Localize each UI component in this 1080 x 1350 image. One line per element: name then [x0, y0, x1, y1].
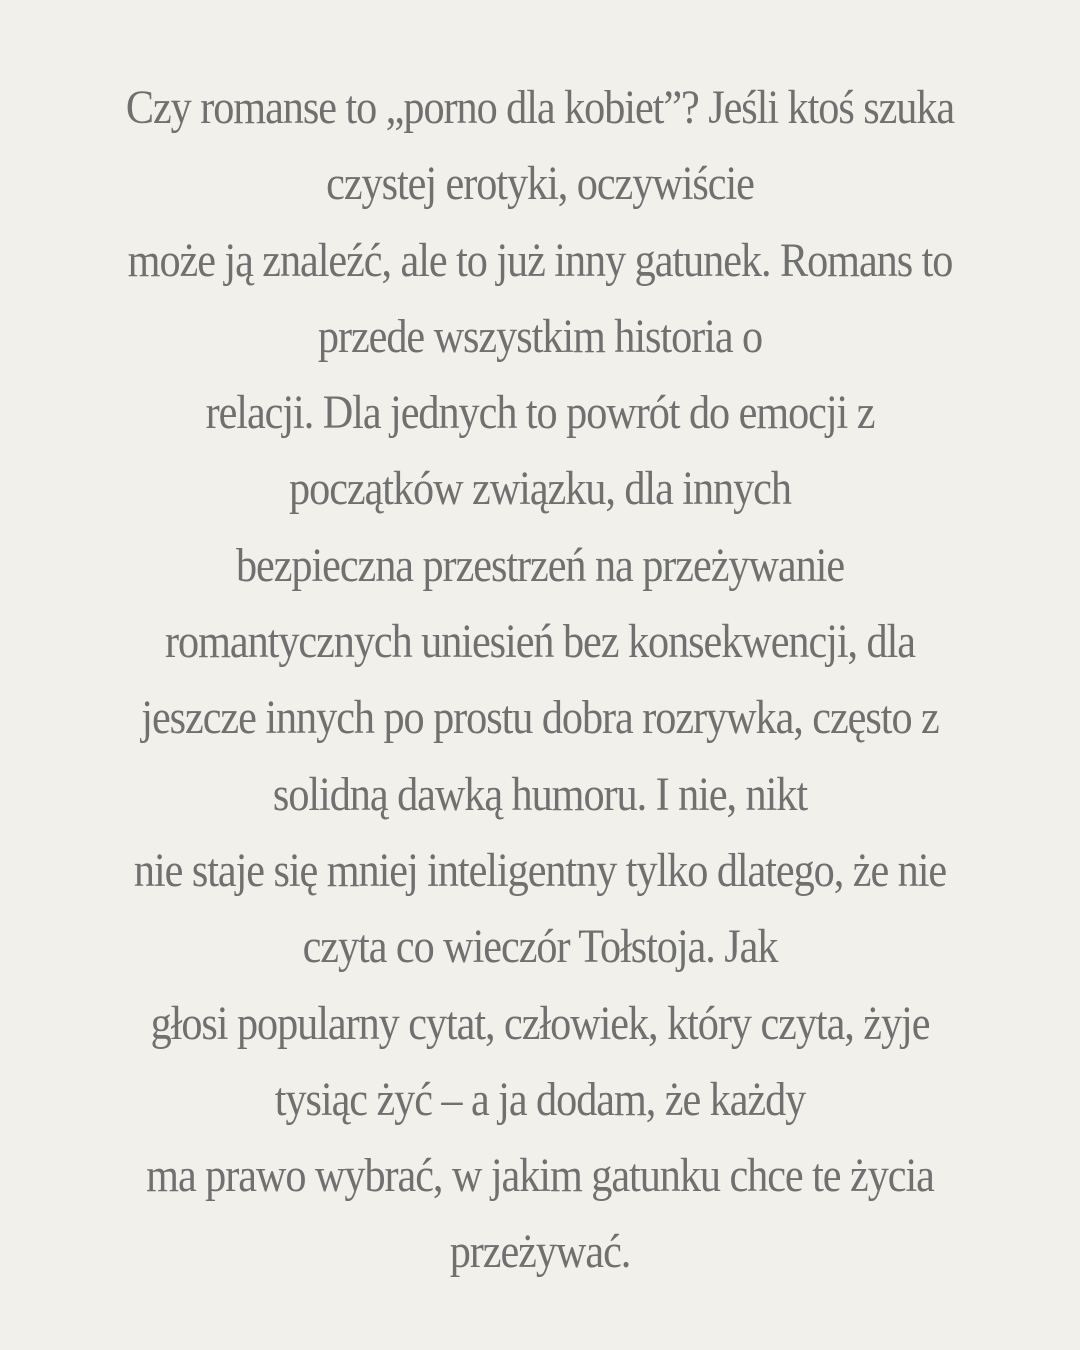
- text-line: ma prawo wybrać, w jakim gatunku chce te życia: [146, 1149, 934, 1203]
- text-line: czyta co wieczór Tołstoja. Jak: [302, 920, 778, 974]
- text-line: może ją znaleźć, ale to już inny gatunek. Romans to: [127, 233, 953, 287]
- text-line: nie staje się mniej inteligentny tylko dlatego, że nie: [133, 843, 947, 897]
- text-line: relacji. Dla jednych to powrót do emocji z: [205, 386, 875, 440]
- text-line: przeżywać.: [449, 1225, 631, 1279]
- body-text: [65, 70, 1015, 1291]
- text-line: głosi popularny cytat, człowiek, który czyta, żyje: [150, 996, 930, 1050]
- text-line: bezpieczna przestrzeń na przeżywanie: [235, 538, 845, 592]
- text-line: czystej erotyki, oczywiście: [326, 157, 754, 211]
- text-line: romantycznych uniesień bez konsekwencji, dla: [165, 615, 915, 669]
- text-line: solidną dawką humoru. I nie, nikt: [272, 767, 808, 821]
- text-line: jeszcze innych po prostu dobra rozrywka, często z: [141, 691, 939, 745]
- text-line: początków związku, dla innych: [289, 462, 791, 516]
- text-line: Czy romanse to „porno dla kobiet”? Jeśli ktoś szuka: [125, 81, 955, 134]
- text-line: tysiąc żyć – a ja dodam, że każdy: [274, 1072, 806, 1126]
- text-line: przede wszystkim historia o: [317, 309, 763, 363]
